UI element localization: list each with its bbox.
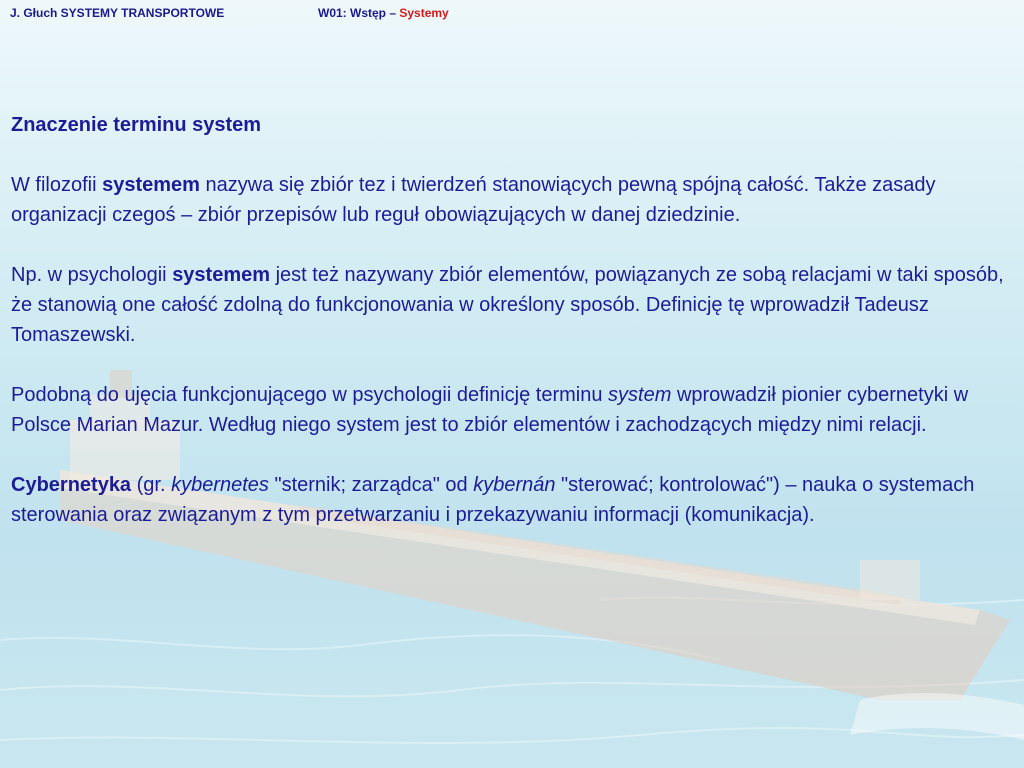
bold-term: systemem [172, 264, 271, 286]
text-run: nazywa się zbiór tez i twierdzeń stanowiących pewną spójną całość. Także zasady organizacji czegoś – zbiór przepisów lub reguł obowiązujących w danej dziedzinie. [11, 174, 936, 226]
lecture-topic: Systemy [399, 6, 449, 20]
lecture-title [318, 6, 449, 20]
text-run: wprowadził pionier cybernetyki w Polsce Marian Mazur. Według niego system jest to zbiór elementów i zachodzących między nimi relacji. [11, 384, 969, 436]
slide-title: Znaczenie terminu system [11, 114, 262, 136]
italic-term: kybernetes [171, 474, 269, 496]
paragraph-philosophy [11, 170, 1011, 230]
italic-term: system [608, 384, 672, 406]
bold-term: systemem [102, 174, 200, 196]
lecture-prefix: W01: Wstęp – [318, 6, 400, 20]
text-run: W filozofii [11, 174, 103, 196]
paragraph-mazur [11, 380, 1011, 440]
text-run: "sternik; zarządca" od [268, 474, 474, 496]
paragraph-psychology [11, 260, 1011, 350]
text-run: Podobną do ujęcia funkcjonującego w psychologii definicję terminu [11, 384, 609, 406]
italic-term: kybernán [473, 474, 556, 496]
text-run: jest też nazywany zbiór elementów, powiązanych ze sobą relacjami w taki sposób, że stanowią one całość zdolną do funkcjonowania w określony sposób. Definicję tę wprowadził Tadeusz Tomaszewski. [11, 264, 1004, 346]
course-title: J. Głuch SYSTEMY TRANSPORTOWE [10, 6, 225, 20]
text-run: Np. w psychologii [11, 264, 173, 286]
slide-content [11, 110, 1011, 530]
bold-term: Cybernetyka [11, 474, 132, 496]
text-run: "sterować; kontrolować") – nauka o systemach sterowania oraz związanym z tym przetwarzaniu i przekazywaniu informacji (komunikacja). [11, 474, 975, 526]
paragraph-cybernetics [11, 470, 1011, 530]
text-run: (gr. [131, 474, 172, 496]
